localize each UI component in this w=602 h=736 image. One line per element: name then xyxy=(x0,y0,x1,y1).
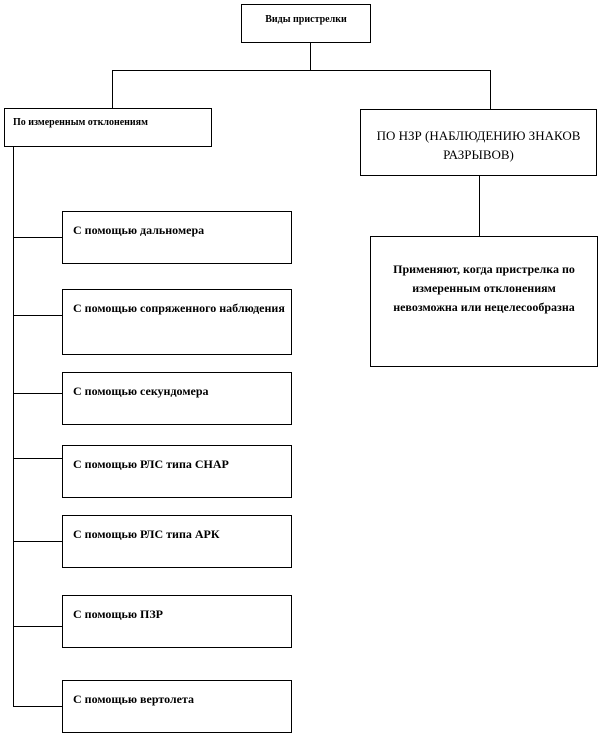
left-branch-node xyxy=(4,108,212,147)
root-node-label: Виды пристрелки xyxy=(265,14,347,25)
connector-left-spine xyxy=(13,147,14,707)
right-branch-description-node xyxy=(370,236,598,367)
root-node xyxy=(241,4,371,43)
method-label: С помощью ПЗР xyxy=(73,607,164,621)
method-label: С помощью РЛС типа СНАР xyxy=(73,457,229,471)
method-node xyxy=(62,595,292,648)
connector-item-5 xyxy=(13,541,62,542)
connector-item-3 xyxy=(13,393,62,394)
left-branch-label: По измеренным отклонениям xyxy=(13,117,148,128)
right-branch-description: Применяют, когда пристрелка по измеренным отклонениям невозможна или нецелесообразна xyxy=(393,262,575,314)
method-node xyxy=(62,515,292,568)
method-label: С помощью вертолета xyxy=(73,692,195,706)
right-branch-label: ПО НЗР (НАБЛЮДЕНИЮ ЗНАКОВ РАЗРЫВОВ) xyxy=(376,128,581,162)
method-label: С помощью сопряженного наблюдения xyxy=(73,301,285,315)
method-node xyxy=(62,372,292,425)
method-node xyxy=(62,289,292,355)
connector-right-down xyxy=(490,70,491,109)
connector-root-down xyxy=(310,43,311,70)
method-node xyxy=(62,680,292,733)
connector-item-4 xyxy=(13,458,62,459)
connector-horizontal-split xyxy=(112,70,491,71)
connector-item-6 xyxy=(13,626,62,627)
method-label: С помощью дальномера xyxy=(73,223,205,237)
connector-right-desc xyxy=(479,176,480,236)
connector-item-1 xyxy=(13,237,62,238)
connector-item-2 xyxy=(13,315,62,316)
method-node xyxy=(62,445,292,498)
method-label: С помощью секундомера xyxy=(73,384,209,398)
right-branch-node xyxy=(360,109,597,176)
connector-item-7 xyxy=(13,706,62,707)
method-node xyxy=(62,211,292,264)
connector-left-down xyxy=(112,70,113,108)
method-label: С помощью РЛС типа АРК xyxy=(73,527,220,541)
